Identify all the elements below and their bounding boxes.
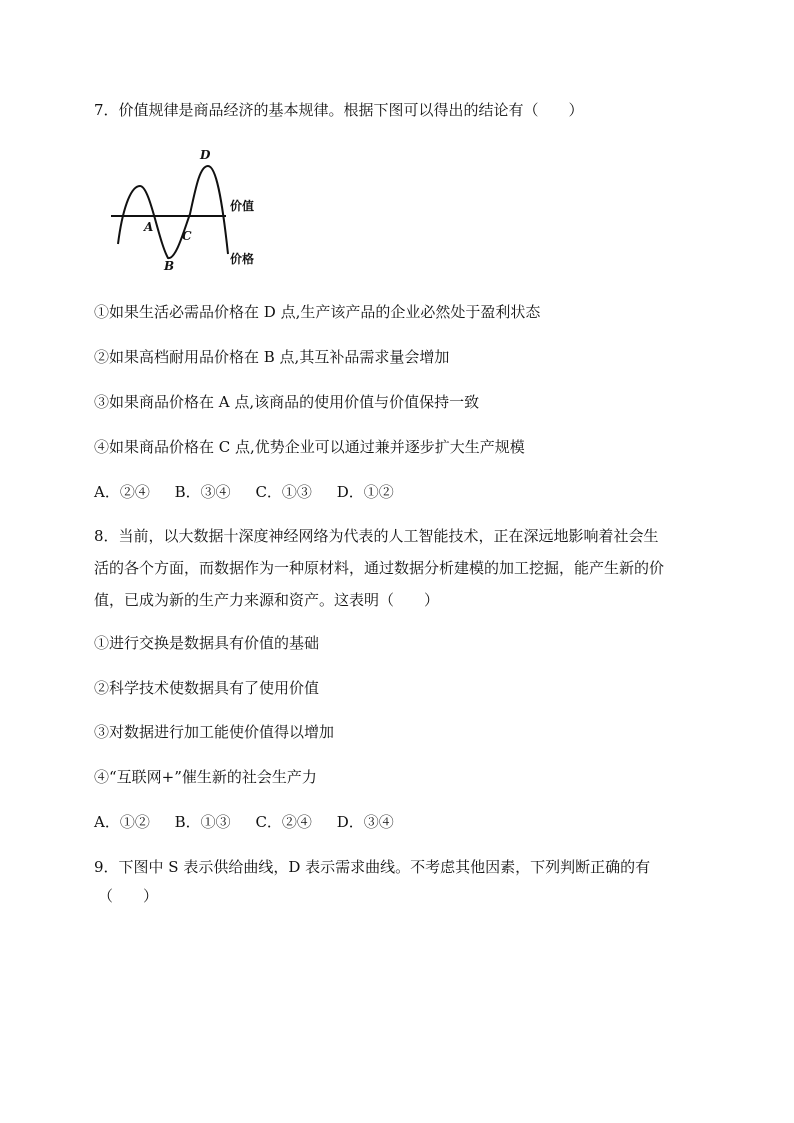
- q7-statement-1: ①如果生活必需品价格在 D 点,生产该产品的企业必然处于盈利状态: [94, 303, 541, 321]
- q9-stem: 9．下图中 S 表示供给曲线，D 表示需求曲线。不考虑其他因素，下列判断正确的有: [94, 858, 651, 876]
- q7-statement-3: ③如果商品价格在 A 点,该商品的使用价值与价值保持一致: [94, 393, 480, 411]
- label-value: 价值: [230, 199, 255, 213]
- q8-statement-3: ③对数据进行加工能使价值得以增加: [94, 723, 335, 741]
- q8-choice-d[interactable]: D．③④: [336, 813, 394, 831]
- q8-statement-4: ④“互联网+”催生新的社会生产力: [94, 768, 317, 786]
- label-A: A: [144, 220, 154, 234]
- q7-choice-a[interactable]: A．②④: [94, 483, 150, 501]
- q8-statement-2: ②科学技术使数据具有了使用价值: [94, 679, 320, 697]
- q8-stem-line-2: 活的各个方面，而数据作为一种原材料，通过数据分析建模的加工挖掘，能产生新的价: [94, 559, 665, 577]
- q7-choice-d[interactable]: D．①②: [336, 483, 394, 501]
- q7-stem: 7．价值规律是商品经济的基本规律。根据下图可以得出的结论有（ ）: [94, 101, 584, 119]
- label-B: B: [164, 259, 175, 272]
- q9-stem-tail: （ ）: [98, 887, 159, 905]
- q7-statement-2: ②如果高档耐用品价格在 B 点,其互补品需求量会增加: [94, 348, 450, 366]
- label-price: 价格: [230, 252, 255, 266]
- q8-choices: [94, 812, 414, 832]
- q7-statement-4: ④如果商品价格在 C 点,优势企业可以通过兼并逐步扩大生产规模: [94, 438, 525, 456]
- price-wave-curve: [118, 166, 228, 258]
- q8-statement-1: ①进行交换是数据具有价值的基础: [94, 634, 320, 652]
- q8-choice-b[interactable]: B．①③: [174, 813, 231, 831]
- price-value-figure: [108, 142, 258, 272]
- q8-stem-line-3: 值，已成为新的生产力来源和资产。这表明（ ）: [94, 591, 440, 609]
- q8-choice-c[interactable]: C．②④: [255, 813, 312, 831]
- q8-choice-a[interactable]: A．①②: [94, 813, 150, 831]
- label-D: D: [200, 148, 211, 162]
- q7-choice-c[interactable]: C．①③: [255, 483, 312, 501]
- q7-choices: [94, 482, 414, 502]
- q7-choice-b[interactable]: B．③④: [174, 483, 231, 501]
- label-C: C: [182, 229, 192, 243]
- q8-stem-line-1: 8．当前，以大数据十深度神经网络为代表的人工智能技术，正在深远地影响着社会生: [94, 527, 659, 545]
